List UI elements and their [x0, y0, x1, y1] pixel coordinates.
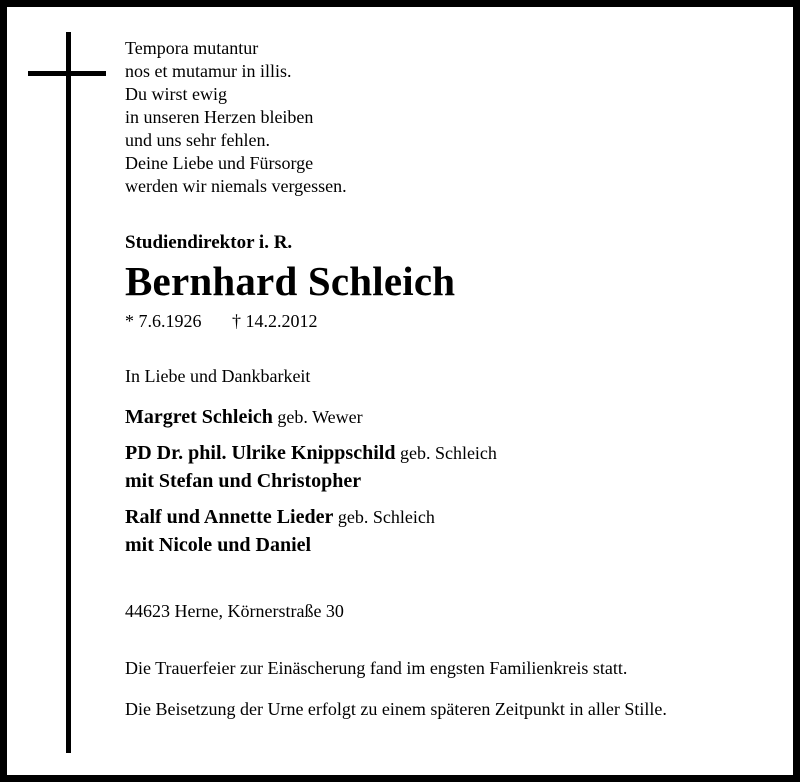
motto-line: nos et mutamur in illis.: [125, 61, 292, 81]
motto: [125, 37, 785, 198]
motto-line: in unseren Herzen bleiben: [125, 107, 314, 127]
member-name: Ralf und Annette Lieder: [125, 506, 334, 528]
family-member: [125, 439, 785, 495]
member-maiden-name: geb. Wewer: [277, 407, 363, 427]
member-maiden-name: geb. Schleich: [337, 507, 435, 527]
ceremony-notice: Die Trauerfeier zur Einäscherung fand im engsten Familienkreis statt.: [125, 658, 628, 678]
motto-line: Tempora mutantur: [125, 38, 259, 58]
motto-line: Deine Liebe und Fürsorge: [125, 153, 314, 173]
member-children: mit Nicole und Daniel: [125, 534, 312, 556]
member-maiden-name: geb. Schleich: [399, 443, 497, 463]
member-name: PD Dr. phil. Ulrike Knippschild: [125, 442, 396, 464]
cross-icon-horizontal: [28, 71, 106, 76]
motto-line: und uns sehr fehlen.: [125, 130, 270, 150]
motto-line: Du wirst ewig: [125, 84, 227, 104]
death-date: † 14.2.2012: [232, 311, 318, 331]
obituary-notice: [7, 7, 793, 775]
family-list: [125, 403, 785, 559]
address: 44623 Herne, Körnerstraße 30: [125, 601, 344, 621]
motto-line: werden wir niemals vergessen.: [125, 176, 347, 196]
deceased-name: Bernhard Schleich: [125, 258, 456, 304]
burial-notice: Die Beisetzung der Urne erfolgt zu einem späteren Zeitpunkt in aller Stille.: [125, 699, 667, 719]
deceased-title: Studiendirektor i. R.: [125, 232, 293, 253]
cross-icon-vertical: [66, 32, 71, 753]
member-name: Margret Schleich: [125, 406, 273, 428]
member-children: mit Stefan und Christopher: [125, 470, 362, 492]
life-dates: [125, 310, 785, 332]
birth-date: * 7.6.1926: [125, 311, 202, 331]
notice-content: [125, 37, 785, 721]
gratitude-line: In Liebe und Dankbarkeit: [125, 366, 311, 386]
family-member: [125, 503, 785, 559]
family-member: [125, 403, 785, 431]
